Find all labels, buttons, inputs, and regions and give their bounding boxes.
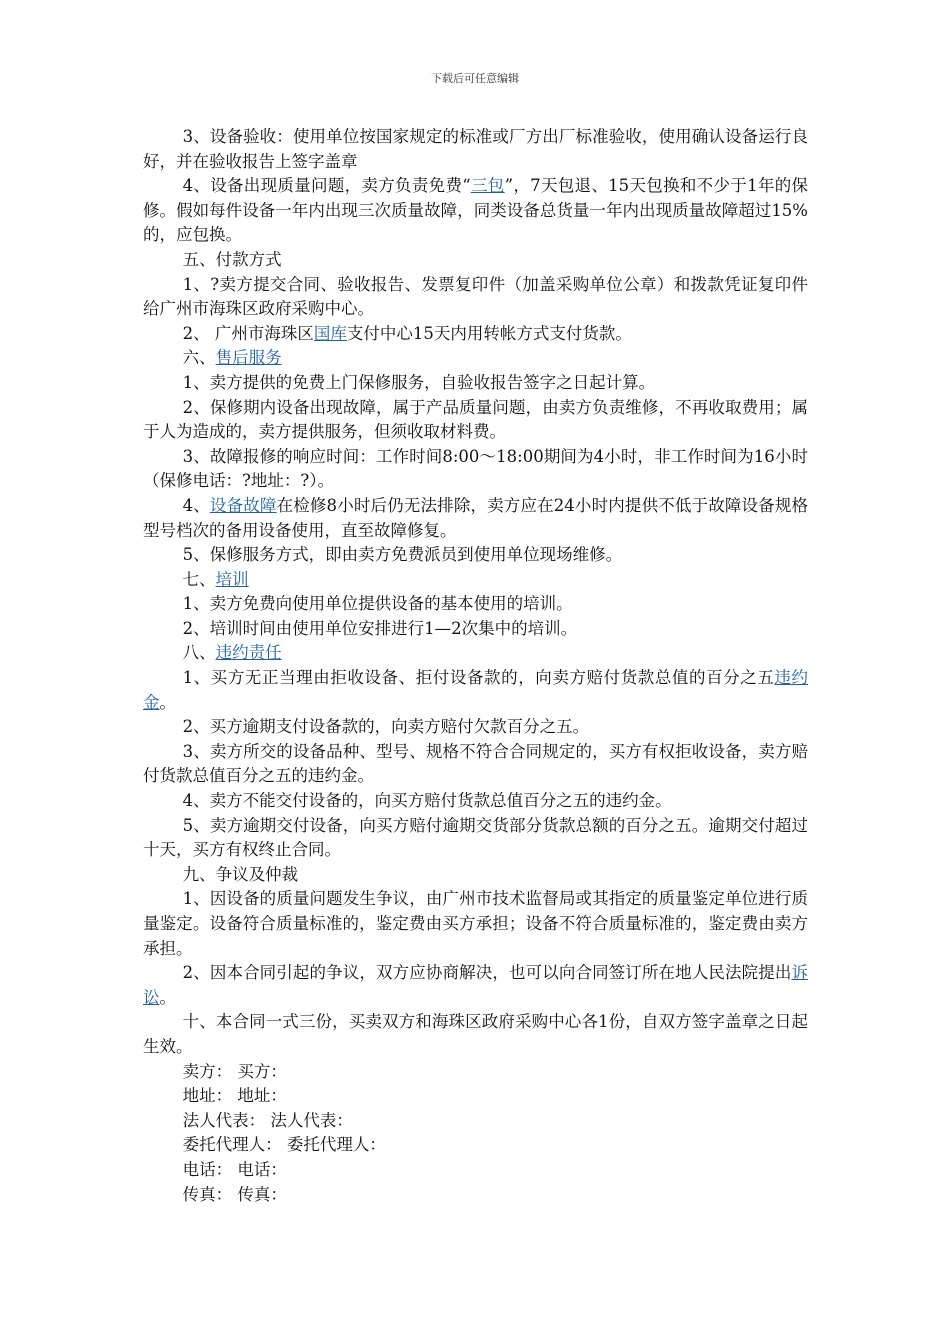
- clause-training-1: 1、卖方免费向使用单位提供设备的基本使用的培训。: [182, 594, 573, 614]
- clause-text: 4、设备出现质量问题，卖方负责免费“: [182, 176, 471, 196]
- clause-copies: 十、本合同一式三份，买卖双方和海珠区政府采购中心各1份，自双方签字盖章之日起生效。: [143, 1012, 808, 1056]
- clause-breach-4: 4、卖方不能交付设备的，向买方赔付货款总值百分之五的违约金。: [182, 791, 672, 811]
- clause-breach-5: 5、卖方逾期交付设备，向买方赔付逾期交货部分货款总额的百分之五。逾期交付超过十天，买方有权终止合同。: [143, 815, 808, 860]
- link-training[interactable]: 培训: [215, 569, 249, 589]
- heading-payment: 五、付款方式: [182, 249, 282, 269]
- clause-acceptance: 3、设备验收：使用单位按国家规定的标准或厂方出厂标准验收，使用确认设备运行良好，并在验收报告上签字盖章: [143, 127, 808, 171]
- document-body: [143, 125, 808, 1207]
- clause-text: ”，7天包退、15天包换和不少于1年的保修。假如每件设备一年内出现三次质量故障，同类设备总货量一年内出现质量故障超过15%的，应包换。: [143, 176, 808, 245]
- clause-text: 。: [159, 692, 176, 712]
- clause-breach-1: [143, 666, 808, 715]
- clause-text: 。: [159, 987, 176, 1007]
- clause-breach-3: 3、卖方所交的设备品种、型号、规格不符合合同规定的，买方有权拒收设备，卖方赔付货款总值百分之五的违约金。: [143, 741, 808, 786]
- link-after-sales[interactable]: 售后服务: [215, 348, 282, 368]
- heading-number: 七、: [182, 569, 216, 589]
- heading-after-sales: [143, 346, 808, 371]
- clause-payment-1: 1、?卖方提交合同、验收报告、发票复印件（加盖采购单位公章）和拨款凭证复印件给广州市海珠区政府采购中心。: [143, 274, 808, 319]
- signature-phone: 电话： 电话：: [182, 1159, 287, 1179]
- clause-service-2: 2、保修期内设备出现故障，属于产品质量问题，由卖方负责维修，不再收取费用；属于人为造成的，卖方提供服务，但须收取材料费。: [143, 397, 808, 442]
- clause-training-2: 2、培训时间由使用单位安排进行1—2次集中的培训。: [182, 618, 578, 638]
- clause-text: 在检修8小时后仍无法排除，卖方应在24小时内提供不低于故障设备规格型号档次的备用设备使用，直至故障修复。: [143, 495, 809, 540]
- clause-service-3: 3、故障报修的响应时间：工作时间8:00～18:00期间为4小时，非工作时间为16小时（保修电话：?地址：?）。: [143, 446, 808, 491]
- heading-breach: [143, 641, 808, 666]
- signature-legal-rep: 法人代表： 法人代表：: [182, 1110, 353, 1130]
- clause-service-5: 5、保修服务方式，即由卖方免费派员到使用单位现场维修。: [182, 545, 623, 565]
- link-penalty[interactable]: 违约金: [143, 668, 809, 712]
- clause-text: 1、买方无正当理由拒收设备、拒付设备款的，向卖方赔付货款总值的百分之五: [182, 668, 775, 688]
- clause-arbitration-1: 1、因设备的质量问题发生争议，由广州市技术监督局或其指定的质量鉴定单位进行质量鉴定。设备符合质量标准的，鉴定费由买方承担；设备不符合质量标准的，鉴定费由卖方承担。: [143, 889, 808, 958]
- page-header: 下载后可任意编辑: [431, 72, 519, 85]
- signature-seller-buyer: 卖方： 买方：: [182, 1061, 287, 1081]
- heading-number: 八、: [182, 643, 216, 663]
- heading-number: 六、: [182, 348, 216, 368]
- clause-text: 支付中心15天内用转帐方式支付货款。: [346, 323, 632, 343]
- signature-agent: 委托代理人： 委托代理人：: [182, 1135, 386, 1155]
- clause-text: 4、: [182, 495, 210, 515]
- clause-quality-issue: [143, 174, 808, 248]
- link-treasury[interactable]: 国库: [313, 323, 347, 343]
- link-litigation[interactable]: 诉讼: [143, 963, 808, 1007]
- clause-text: 2、 广州市海珠区: [182, 323, 314, 343]
- clause-arbitration-2: [143, 961, 808, 1010]
- clause-service-1: 1、卖方提供的免费上门保修服务，自验收报告签字之日起计算。: [182, 372, 656, 392]
- link-breach-liability[interactable]: 违约责任: [215, 643, 282, 663]
- heading-arbitration: 九、争议及仲裁: [182, 864, 299, 884]
- link-equipment-fault[interactable]: 设备故障: [209, 495, 277, 515]
- clause-service-4: [143, 494, 808, 543]
- clause-payment-2: [143, 322, 808, 347]
- signature-address: 地址： 地址：: [182, 1086, 287, 1106]
- signature-fax: 传真： 传真：: [182, 1184, 287, 1204]
- link-three-guarantees[interactable]: 三包: [470, 176, 505, 196]
- clause-breach-2: 2、买方逾期支付设备款的，向卖方赔付欠款百分之五。: [182, 717, 590, 737]
- clause-text: 2、因本合同引起的争议，双方应协商解决，也可以向合同签订所在地人民法院提出: [182, 963, 792, 983]
- heading-training: [143, 568, 808, 593]
